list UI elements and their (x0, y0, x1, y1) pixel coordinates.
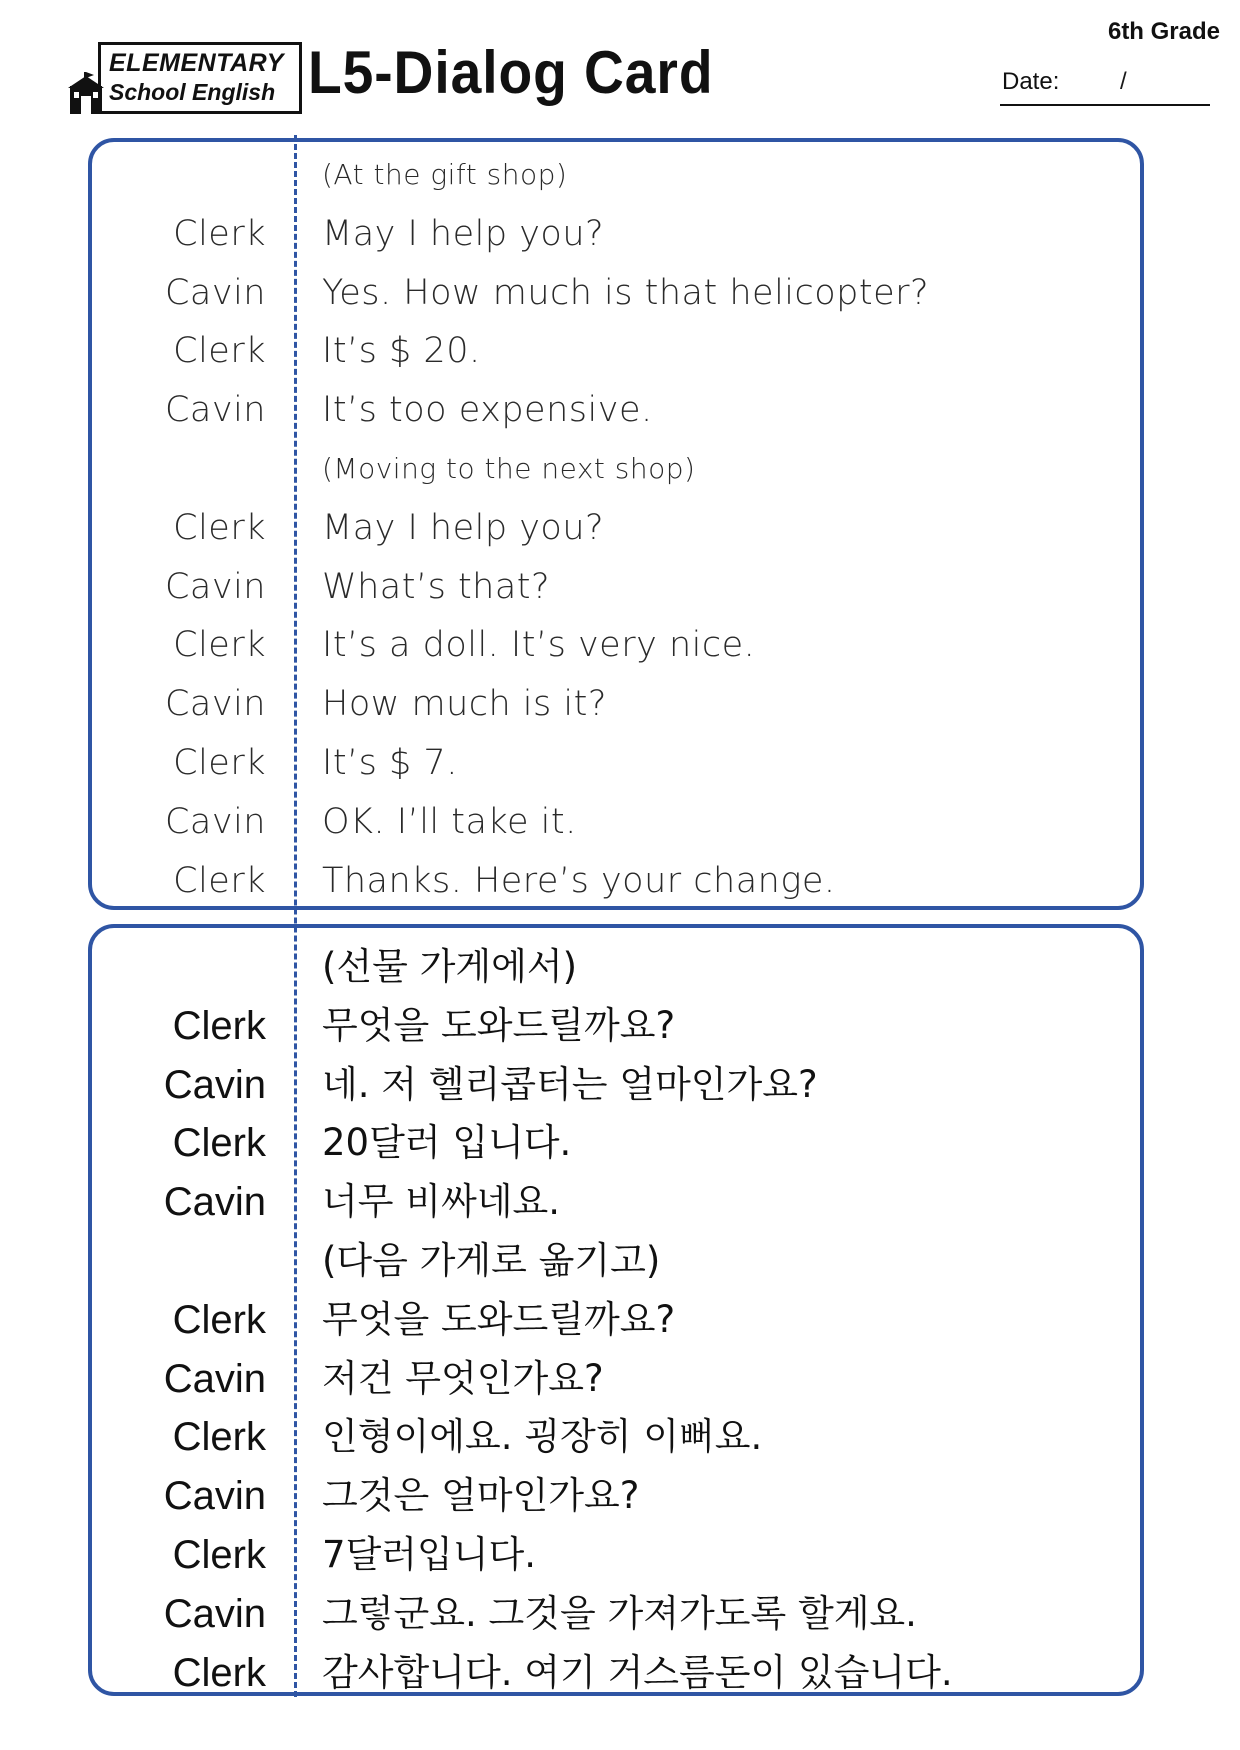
stage-direction: (At the gift shop) (322, 158, 568, 191)
speaker-label: Clerk (172, 1297, 266, 1342)
dialog-line (0, 322, 1240, 380)
utterance-text: 감사합니다. 여기 거스름돈이 있습니다. (322, 1650, 953, 1694)
dialog-line (0, 852, 1240, 910)
speaker-label: Cavin (164, 566, 266, 607)
date-underline (1000, 104, 1210, 106)
speaker-label: Clerk (173, 507, 266, 548)
speaker-label: Clerk (172, 1415, 266, 1460)
speaker-label: Clerk (173, 213, 266, 254)
dialog-line (0, 558, 1240, 616)
date-label: Date: (1002, 68, 1060, 95)
dialog-line (0, 1644, 1240, 1702)
logo-box (98, 42, 302, 114)
dialog-line (0, 1526, 1240, 1584)
speaker-label: Clerk (172, 1533, 266, 1577)
speaker-label: Clerk (173, 625, 266, 666)
dialog-line (0, 440, 1240, 498)
page-title: L5-Dialog Card (308, 39, 714, 106)
utterance-text: How much is it? (322, 684, 607, 725)
speaker-label: Clerk (172, 1121, 266, 1166)
date-separator: / (1120, 68, 1127, 95)
school-icon (66, 72, 106, 114)
dialog-line (0, 997, 1240, 1055)
dialog-line (0, 1408, 1240, 1466)
dialog-line (0, 734, 1240, 792)
dialog-line (0, 1350, 1240, 1408)
stage-direction: (선물 가게에서) (322, 945, 578, 988)
utterance-text: 20달러 입니다. (322, 1121, 572, 1165)
speaker-label: Cavin (163, 1356, 266, 1401)
dialog-line (0, 205, 1240, 263)
utterance-text: 7달러입니다. (322, 1533, 537, 1576)
utterance-text: It’s $ 20. (322, 331, 481, 372)
utterance-text: OK. I’ll take it. (322, 801, 577, 842)
utterance-text: 무엇을 도와드릴까요? (322, 1297, 676, 1341)
utterance-text: What’s that? (322, 566, 551, 607)
speaker-label: Cavin (164, 801, 266, 842)
utterance-text: 무엇을 도와드릴까요? (322, 1003, 676, 1047)
speaker-label: Cavin (163, 1474, 266, 1519)
utterance-text: It’s $ 7. (322, 743, 458, 783)
utterance-text: Yes. How much is that helicopter? (322, 272, 930, 313)
speaker-label: Cavin (164, 390, 266, 431)
dialog-line (0, 146, 1240, 204)
utterance-text: 그것은 얼마인가요? (322, 1474, 640, 1518)
utterance-text: 네. 저 헬리콥터는 얼마인가요? (322, 1062, 818, 1106)
speaker-label: Clerk (172, 1650, 266, 1695)
utterance-text: 저건 무엇인가요? (322, 1356, 604, 1400)
dialog-line (0, 1291, 1240, 1349)
stage-direction: (다음 가게로 옮기고) (322, 1239, 661, 1282)
logo-line1: ELEMENTARY (109, 49, 284, 77)
dialog-line (0, 1173, 1240, 1231)
utterance-text: It’s too expensive. (322, 390, 653, 431)
utterance-text: 그렇군요. 그것을 가져가도록 할게요. (322, 1591, 917, 1635)
dialog-line (0, 938, 1240, 996)
speaker-label: Clerk (172, 1003, 266, 1048)
utterance-text: Thanks. Here’s your change. (322, 860, 836, 901)
speaker-label: Clerk (173, 331, 266, 372)
utterance-text: 너무 비싸네요. (322, 1180, 560, 1224)
speaker-label: Cavin (164, 684, 266, 725)
utterance-text: 인형이에요. 굉장히 이뻐요. (322, 1415, 763, 1459)
speaker-label: Cavin (163, 1180, 266, 1225)
dialog-line (0, 616, 1240, 674)
speaker-label: Clerk (173, 743, 266, 783)
dialog-line (0, 1232, 1240, 1290)
dialog-line (0, 1585, 1240, 1643)
dialog-line (0, 793, 1240, 851)
speaker-label: Clerk (173, 860, 266, 901)
utterance-text: May I help you? (322, 213, 605, 254)
logo-line2: School English (109, 79, 276, 105)
dialog-line (0, 499, 1240, 557)
dialog-line (0, 1056, 1240, 1114)
dialog-line (0, 675, 1240, 733)
speaker-label: Cavin (163, 1591, 266, 1636)
dialog-line (0, 1467, 1240, 1525)
speaker-label: Cavin (164, 272, 266, 313)
utterance-text: May I help you? (322, 507, 605, 548)
speaker-label: Cavin (163, 1062, 266, 1107)
dialog-line (0, 1114, 1240, 1172)
dialog-line (0, 264, 1240, 322)
dialog-line (0, 381, 1240, 439)
utterance-text: It’s a doll. It’s very nice. (322, 625, 756, 666)
logo (66, 42, 300, 114)
grade-label: 6th Grade (1107, 18, 1220, 45)
stage-direction: (Moving to the next shop) (322, 452, 696, 485)
